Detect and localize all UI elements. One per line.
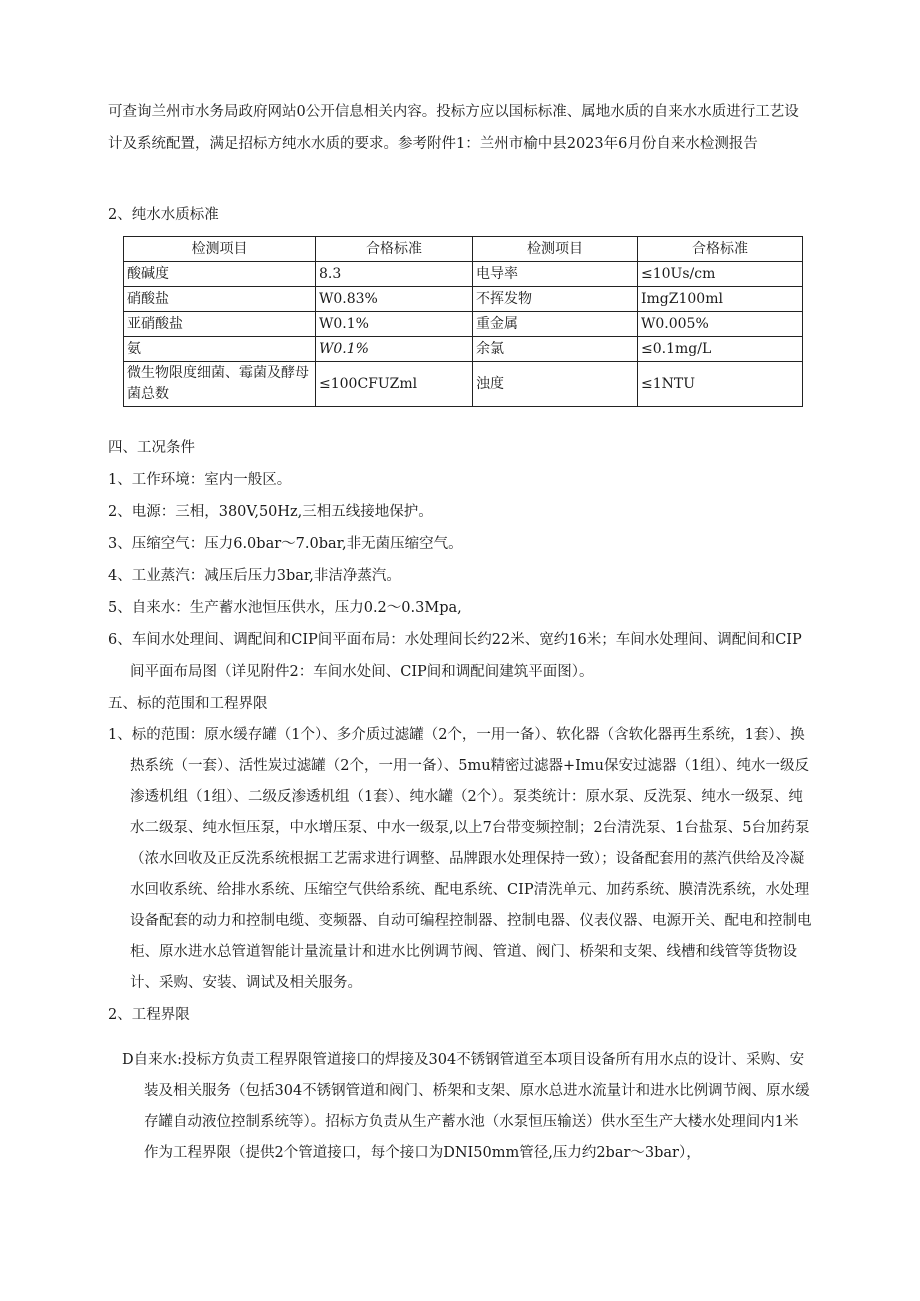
water-quality-table	[123, 236, 803, 407]
table-row	[124, 312, 803, 337]
intro-paragraph	[108, 96, 812, 160]
table-header-cell: 检测项目	[473, 237, 638, 262]
table-row	[124, 262, 803, 287]
table-header-cell: 合格标准	[316, 237, 473, 262]
section-2-heading	[108, 199, 812, 231]
table-cell: 氨	[124, 337, 316, 362]
table-cell: ≤100CFUZml	[316, 362, 473, 407]
condition-item: 5、自来水：生产蓄水池恒压供水，压力0.2～0.3Mpa,	[108, 600, 462, 616]
table-row	[124, 362, 803, 407]
section-5	[108, 688, 812, 1169]
intro-text: 可查询兰州市水务局政府网站0公开信息相关内容。投标方应以国标标准、属地水质的自来水水质进行工艺设计及系统配置，满足招标方纯水水质的要求。参考附件1：兰州市榆中县2023年6月份自来水检测报告	[108, 104, 799, 152]
condition-item: 3、压缩空气：压力6.0bar～7.0bar,非无菌压缩空气。	[108, 536, 463, 552]
table-row	[124, 337, 803, 362]
condition-item: 4、工业蒸汽：减压后压力3bar,非洁净蒸汽。	[108, 568, 401, 584]
table-cell: 硝酸盐	[124, 287, 316, 312]
table-cell: 8.3	[316, 262, 473, 287]
table-cell: ≤0.1mg/L	[638, 337, 803, 362]
table-cell: 浊度	[473, 362, 638, 407]
table-cell: W0.83%	[316, 287, 473, 312]
condition-item: 1、工作环境：室内一般区。	[108, 472, 292, 488]
section-5-title: 五、标的范围和工程界限	[108, 696, 268, 712]
table-cell: W0.1%	[316, 337, 473, 362]
table-cell: 不挥发物	[473, 287, 638, 312]
boundary-body: D自来水:投标方负责工程界限管道接口的焊接及304不锈钢管道至本项目设备所有用水点的设计、采购、安装及相关服务（包括304不锈钢管道和阀门、桥架和支架、原水总进水流量计和进水比例调节阀、原水缓存罐自动液位控制系统等）。招标方负责从生产蓄水池（水泵恒压输送）供水至生产大楼水处理间内1米作为工程界限（提供2个管道接口，每个接口为DNI50mm管径,压力约2bar～3bar），	[122, 1052, 810, 1161]
table-row	[124, 287, 803, 312]
table-cell: 电导率	[473, 262, 638, 287]
scope-item: 1、标的范围：原水缓存罐（1个）、多介质过滤罐（2个，一用一备）、软化器（含软化器再生系统，1套）、换热系统（一套）、活性炭过滤罐（2个，一用一备）、5mu精密过滤器+Imu保安过滤器（1组）、纯水一级反渗透机组（1组）、二级反渗透机组（1套）、纯水罐（2个）。泵类统计：原水泵、反洗泵、纯水一级泵、纯水二级泵、纯水恒压泵，中水增压泵、中水一级泵,以上7台带变频控制；2台清洗泵、1台盐泵、5台加药泵（浓水回收及正反洗系统根据工艺需求进行调整、品牌跟水处理保持一致）；设备配套用的蒸汽供给及冷凝水回收系统、给排水系统、压缩空气供给系统、配电系统、CIP清洗单元、加药系统、膜清洗系统，水处理设备配套的动力和控制电缆、变频器、自动可编程控制器、控制电器、仪表仪器、电源开关、配电和控制电柜、原水进水总管道智能计量流量计和进水比例调节阀、管道、阀门、桥架和支架、线槽和线管等货物设计、采购、安装、调试及相关服务。	[108, 727, 812, 991]
condition-item: 6、车间水处理间、调配间和CIP间平面布局：水处理间长约22米、宽约16米；车间水处理间、调配间和CIP间平面布局图（详见附件2：车间水处间、CIP间和调配间建筑平面图）。	[108, 632, 802, 680]
table-header-row	[124, 237, 803, 262]
table-cell: ≤1NTU	[638, 362, 803, 407]
table-header-cell: 合格标准	[638, 237, 803, 262]
table-header-cell: 检测项目	[124, 237, 316, 262]
table-cell: 余氯	[473, 337, 638, 362]
section-4	[108, 432, 812, 688]
table-cell: W0.1%	[316, 312, 473, 337]
table-cell: W0.005%	[638, 312, 803, 337]
table-cell: ImgZ100ml	[638, 287, 803, 312]
boundary-title: 2、工程界限	[108, 1007, 190, 1023]
table-cell: 亚硝酸盐	[124, 312, 316, 337]
table-cell: 酸碱度	[124, 262, 316, 287]
table-cell: 重金属	[473, 312, 638, 337]
condition-item: 2、电源：三相，380V,50Hz,三相五线接地保护。	[108, 504, 433, 520]
section-2-title: 2、纯水水质标准	[108, 207, 219, 223]
table-cell: 微生物限度细菌、霉菌及酵母菌总数	[124, 362, 316, 407]
section-4-title: 四、工况条件	[108, 440, 195, 456]
table-cell: ≤10Us/cm	[638, 262, 803, 287]
